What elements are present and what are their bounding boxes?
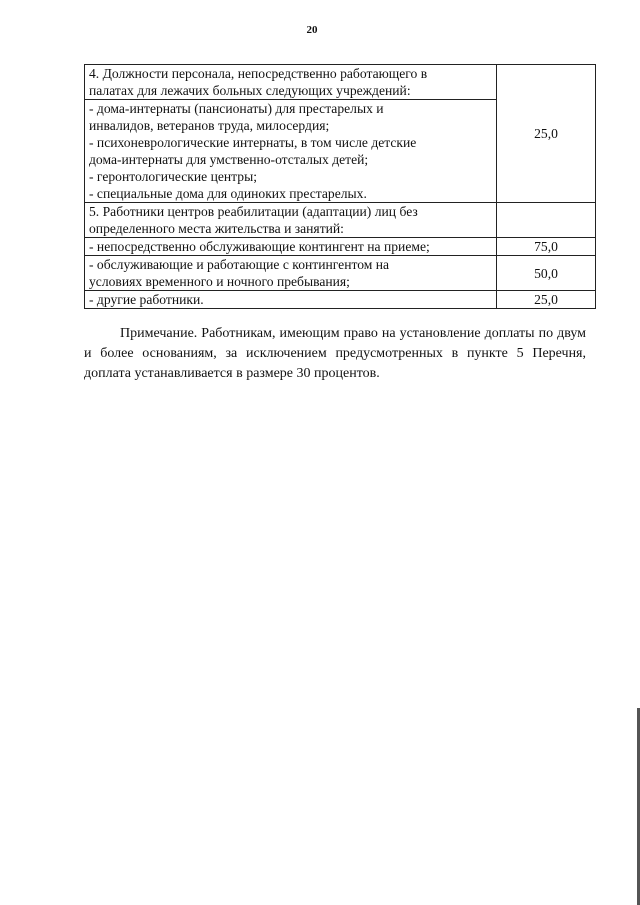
section-4-item-line: дома-интернаты для умственно-отсталых детей; (89, 152, 369, 167)
section-5-row-line: - обслуживающие и работающие с контингентом на (89, 257, 390, 272)
section-5-row-line: условиях временного и ночного пребывания; (89, 274, 350, 289)
table-row (85, 256, 596, 291)
section-4-item-line: инвалидов, ветеранов труда, милосердия; (89, 118, 330, 133)
section-5-header-line: 5. Работники центров реабилитации (адаптации) лиц без (89, 204, 418, 219)
section-4-item-line: - геронтологические центры; (89, 169, 257, 184)
section-4-header (85, 65, 497, 100)
section-5-header-value (497, 203, 596, 238)
table-row (85, 65, 596, 100)
section-5-row-line: - другие работники. (89, 292, 204, 307)
section-4-header-line: 4. Должности персонала, непосредственно работающего в (89, 66, 428, 81)
section-5-header-line: определенного места жительства и занятий: (89, 221, 344, 236)
section-5-row-value: 75,0 (497, 238, 596, 256)
section-5-row-value: 25,0 (497, 291, 596, 309)
table-row (85, 238, 596, 256)
section-5-header (85, 203, 497, 238)
section-4-body (85, 100, 497, 203)
section-5-row-value: 50,0 (497, 256, 596, 291)
allowance-table (84, 64, 596, 309)
section-4-item-line: - специальные дома для одиноких престарелых. (89, 186, 367, 201)
section-5-row-text (85, 256, 497, 291)
table-row (85, 203, 596, 238)
table-row (85, 291, 596, 309)
section-5-row-line: - непосредственно обслуживающие контингент на приеме; (89, 239, 430, 254)
page-number: 20 (306, 24, 318, 36)
section-5-row-text (85, 238, 497, 256)
section-4-item-line: - дома-интернаты (пансионаты) для престарелых и (89, 101, 384, 116)
note-paragraph (84, 324, 586, 384)
section-4-item-line: - психоневрологические интернаты, в том числе детские (89, 135, 417, 150)
note-text: Примечание. Работникам, имеющим право на установление доплаты по двум и более основаниям, за исключением предусмотренных в пункте 5 Перечня, доплата устанавливается в размере 30 процентов. (84, 326, 586, 381)
section-4-value: 25,0 (497, 65, 596, 203)
section-4-header-line: палатах для лежачих больных следующих учреждений: (89, 83, 411, 98)
section-5-row-text (85, 291, 497, 309)
